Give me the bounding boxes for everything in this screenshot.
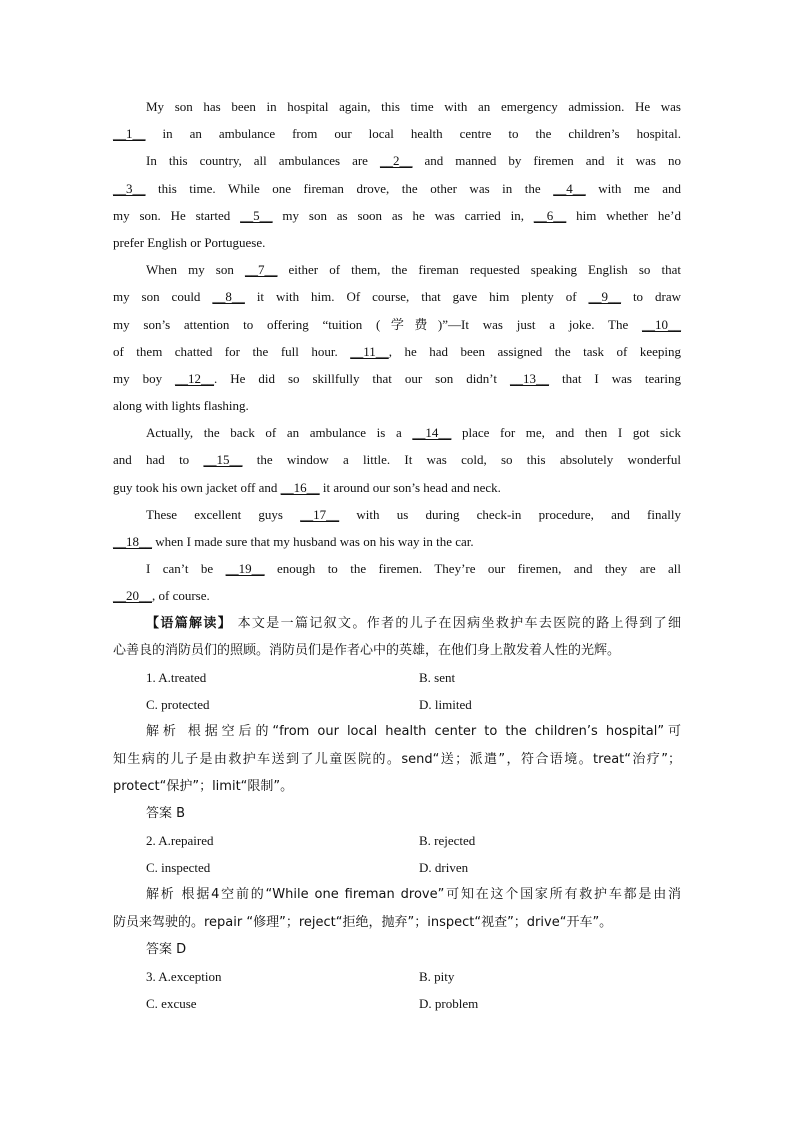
passage-text: guy took his own jacket off and: [113, 479, 281, 495]
blank-5: __5__: [240, 207, 273, 223]
answer-value: B: [176, 805, 186, 821]
question-3-options-row-2: [113, 990, 681, 1017]
answer-label: 答案: [146, 805, 173, 821]
answer-value: D: [176, 941, 187, 957]
analysis-line: [113, 718, 681, 745]
option-c: C. inspected: [146, 860, 211, 876]
interpretation-label: 【语篇解读】: [146, 615, 233, 631]
passage-line: [113, 446, 681, 473]
question-3-options-row-1: [113, 963, 681, 990]
passage-text: along with lights flashing.: [113, 398, 249, 414]
question-2-options-row-2: [113, 854, 681, 881]
passage-text: , he had been assigned the task of keeping: [388, 343, 682, 359]
blank-10: __10__: [642, 316, 681, 332]
blank-11: __11__: [350, 343, 389, 359]
analysis-text: protect“保护”；limit“限制”。: [113, 778, 294, 794]
passage-text: my son’s attention to offering “tuition (学费)”—It was just a joke. The: [113, 316, 642, 332]
passage-text: in an ambulance from our local health centre to the children’s hospital.: [145, 126, 681, 142]
passage-text: my son. He started: [113, 207, 241, 223]
passage-line: [113, 338, 681, 365]
option-b: B. rejected: [419, 833, 476, 849]
analysis-label: 解析: [146, 887, 176, 903]
passage-line: [113, 501, 681, 528]
blank-1: __1__: [113, 126, 146, 142]
answer-line: [113, 936, 681, 963]
passage-text: prefer English or Portuguese.: [113, 234, 266, 250]
analysis-text: 根据4空前的“While one fireman drove”可知在这个国家所有救护车都是由消: [181, 887, 682, 903]
analysis-text: 知生病的儿子是由救护车送到了儿童医院的。send“送；派遣”，符合语境。treat“治疗”；: [113, 751, 681, 767]
passage-text: that I was tearing: [548, 370, 681, 386]
blank-7: __7__: [244, 262, 278, 278]
blank-6: __6__: [533, 207, 567, 223]
passage-text: . He did so skillfully that our son didn’t: [214, 370, 510, 386]
passage-line: [113, 474, 681, 501]
passage-text: and manned by firemen and it was no: [412, 153, 681, 169]
passage-text: it with him. Of course, that gave him plenty of: [244, 289, 589, 305]
interpretation-text: 心善良的消防员们的照顾。消防员们是作者心中的英雄，在他们身上散发着人性的光辉。: [113, 642, 621, 658]
blank-13: __13__: [509, 370, 549, 386]
passage-text: it around our son’s head and neck.: [319, 479, 501, 495]
option-a: 2. A.repaired: [146, 833, 214, 849]
passage-line: [113, 256, 681, 283]
option-b: B. sent: [419, 669, 456, 685]
blank-16: __16__: [280, 479, 320, 495]
blank-9: __9__: [588, 289, 621, 305]
passage-text: my son could: [113, 289, 213, 305]
passage-text: place for me, and then I got sick: [451, 425, 681, 441]
blank-14: __14__: [412, 425, 452, 441]
passage-text: In this country, all ambulances are: [146, 153, 380, 169]
passage-line: [113, 202, 681, 229]
option-d: D. limited: [419, 697, 472, 713]
passage-line: [113, 528, 681, 555]
analysis-text: 防员来驾驶的。repair “修理”；reject“拒绝，抛弃”；inspect“视查”；drive“开车”。: [113, 914, 613, 930]
passage-line: [113, 229, 681, 256]
analysis-line: [113, 909, 681, 936]
passage-text: him whether he’d: [566, 207, 682, 223]
answer-label: 答案: [146, 941, 173, 957]
passage-line: [113, 555, 681, 582]
passage-text: of them chatted for the full hour.: [113, 343, 351, 359]
passage-line: [113, 311, 681, 338]
analysis-text: 根据空后的“from our local health center to the children’s hospital”可: [187, 724, 681, 740]
blank-12: __12__: [175, 370, 215, 386]
passage-text: These excellent guys: [146, 506, 301, 522]
blank-20: __20__: [113, 588, 152, 604]
passage-line: [113, 582, 681, 609]
blank-15: __15__: [203, 452, 243, 468]
passage-text: , of course.: [152, 588, 210, 604]
question-1-options-row-2: [113, 691, 681, 718]
analysis-line: [113, 746, 681, 773]
passage-text: with us during check-in procedure, and finally: [339, 506, 681, 522]
passage-line: [113, 283, 681, 310]
question-1-options-row-1: [113, 664, 681, 691]
passage-line: [113, 93, 681, 120]
blank-19: __19__: [225, 561, 265, 577]
analysis-label: 解析: [146, 724, 180, 740]
passage-text: when I made sure that my husband was on his way in the car.: [152, 534, 474, 549]
interpretation-line: [113, 637, 681, 664]
passage-text: I can’t be: [146, 561, 226, 577]
blank-2: __2__: [379, 153, 413, 169]
passage-text: with me and: [585, 180, 681, 196]
option-c: C. protected: [146, 697, 210, 713]
passage-line: [113, 147, 681, 174]
passage-text: either of them, the fireman requested speaking English so that: [277, 262, 681, 278]
blank-3: __3__: [113, 180, 146, 196]
option-a: 3. A.exception: [146, 969, 222, 984]
passage-line: [113, 419, 681, 446]
passage-text: this time. While one fireman drove, the other was in the: [145, 180, 554, 196]
blank-18: __18__: [113, 534, 152, 549]
passage-text: and had to: [113, 452, 204, 468]
option-a: 1. A.treated: [146, 669, 207, 685]
passage-text: my boy: [113, 370, 176, 386]
interpretation-text: 本文是一篇记叙文。作者的儿子在因病坐救护车去医院的路上得到了细: [237, 615, 681, 631]
passage-text: Actually, the back of an ambulance is a: [146, 425, 413, 441]
interpretation-line: [113, 610, 681, 637]
question-2-options-row-1: [113, 827, 681, 854]
blank-17: __17__: [300, 506, 340, 522]
analysis-line: [113, 881, 681, 908]
passage-text: the window a little. It was cold, so this absolutely wonderful: [242, 452, 681, 468]
passage-line: [113, 365, 681, 392]
passage-line: [113, 175, 681, 202]
option-d: D. driven: [419, 860, 469, 876]
analysis-line: [113, 773, 681, 800]
passage-text: When my son: [146, 262, 245, 278]
passage-text: enough to the firemen. They’re our firemen, and they are all: [264, 561, 681, 577]
passage-line: [113, 392, 681, 419]
document-page: [113, 93, 681, 1017]
passage-text: My son has been in hospital again, this time with an emergency admission. He was: [146, 99, 681, 114]
option-c: C. excuse: [146, 996, 197, 1012]
passage-text: my son as soon as he was carried in,: [272, 207, 534, 223]
blank-4: __4__: [553, 180, 586, 196]
blank-8: __8__: [212, 289, 245, 305]
answer-line: [113, 800, 681, 827]
passage-line: [113, 120, 681, 147]
option-d: D. problem: [419, 996, 479, 1012]
option-b: B. pity: [419, 969, 455, 984]
passage-text: to draw: [621, 289, 681, 305]
